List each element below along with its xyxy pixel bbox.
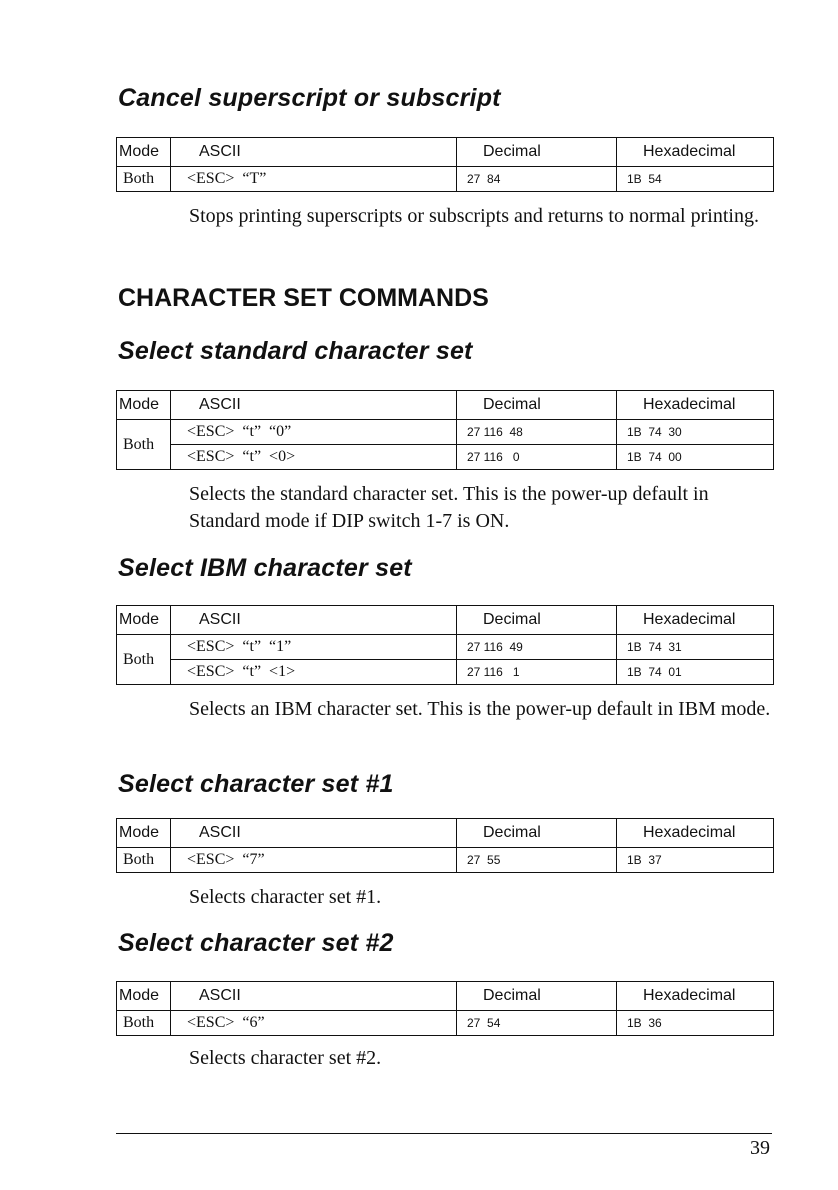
mode-cell: Both: [117, 420, 171, 470]
footer-rule: [116, 1133, 772, 1134]
header-hexadecimal: Hexadecimal: [617, 606, 774, 635]
mode-cell: Both: [117, 167, 171, 192]
header-hexadecimal: Hexadecimal: [617, 138, 774, 167]
header-ascii: ASCII: [171, 606, 457, 635]
table-row: [117, 635, 774, 660]
header-decimal: Decimal: [457, 606, 617, 635]
hex-cell: 1B 74 31: [617, 635, 774, 660]
mode-cell: Both: [117, 848, 171, 873]
decimal-cell: 27 116 0: [457, 445, 617, 470]
header-hexadecimal: Hexadecimal: [617, 391, 774, 420]
section-title: CHARACTER SET COMMANDS: [118, 284, 489, 312]
table-header-row: [117, 391, 774, 420]
command-description: Selects character set #2.: [189, 1047, 382, 1069]
table-row: [117, 445, 774, 470]
decimal-cell: 27 116 49: [457, 635, 617, 660]
ascii-cell: <ESC> “t” <0>: [171, 445, 457, 470]
table-header-row: [117, 982, 774, 1011]
command-table: [116, 137, 774, 192]
header-ascii: ASCII: [171, 982, 457, 1011]
page-number: 39: [750, 1137, 770, 1159]
command-title: Select character set #1: [118, 770, 394, 798]
command-description: Selects character set #1.: [189, 886, 382, 908]
header-mode: Mode: [117, 606, 171, 635]
header-hexadecimal: Hexadecimal: [617, 982, 774, 1011]
hex-cell: 1B 36: [617, 1011, 774, 1036]
command-table: [116, 818, 774, 873]
ascii-cell: <ESC> “7”: [171, 848, 457, 873]
hex-cell: 1B 54: [617, 167, 774, 192]
table-row: [117, 1011, 774, 1036]
header-ascii: ASCII: [171, 819, 457, 848]
header-hexadecimal: Hexadecimal: [617, 819, 774, 848]
header-ascii: ASCII: [171, 138, 457, 167]
header-mode: Mode: [117, 391, 171, 420]
header-mode: Mode: [117, 138, 171, 167]
decimal-cell: 27 116 48: [457, 420, 617, 445]
command-table: [116, 390, 774, 470]
table-header-row: [117, 819, 774, 848]
table-row: [117, 420, 774, 445]
command-title: Cancel superscript or subscript: [118, 84, 501, 112]
ascii-cell: <ESC> “t” “1”: [171, 635, 457, 660]
command-description: Selects an IBM character set. This is the power-up default in IBM mode.: [189, 698, 771, 720]
ascii-cell: <ESC> “t” “0”: [171, 420, 457, 445]
command-description: Selects the standard character set. This is the power-up default in Standard mode if DIP switch 1-7 is ON.: [189, 483, 709, 532]
header-decimal: Decimal: [457, 819, 617, 848]
header-decimal: Decimal: [457, 982, 617, 1011]
ascii-cell: <ESC> “t” <1>: [171, 660, 457, 685]
table-header-row: [117, 138, 774, 167]
header-decimal: Decimal: [457, 138, 617, 167]
ascii-cell: <ESC> “6”: [171, 1011, 457, 1036]
hex-cell: 1B 74 30: [617, 420, 774, 445]
hex-cell: 1B 74 01: [617, 660, 774, 685]
decimal-cell: 27 116 1: [457, 660, 617, 685]
hex-cell: 1B 37: [617, 848, 774, 873]
table-row: [117, 660, 774, 685]
header-ascii: ASCII: [171, 391, 457, 420]
ascii-cell: <ESC> “T”: [171, 167, 457, 192]
header-decimal: Decimal: [457, 391, 617, 420]
table-row: [117, 167, 774, 192]
header-mode: Mode: [117, 819, 171, 848]
command-table: [116, 981, 774, 1036]
command-title: Select character set #2: [118, 929, 394, 957]
table-header-row: [117, 606, 774, 635]
command-title: Select standard character set: [118, 337, 473, 365]
command-title: Select IBM character set: [118, 554, 412, 582]
mode-cell: Both: [117, 1011, 171, 1036]
decimal-cell: 27 55: [457, 848, 617, 873]
table-row: [117, 848, 774, 873]
hex-cell: 1B 74 00: [617, 445, 774, 470]
decimal-cell: 27 54: [457, 1011, 617, 1036]
command-table: [116, 605, 774, 685]
header-mode: Mode: [117, 982, 171, 1011]
decimal-cell: 27 84: [457, 167, 617, 192]
command-description: Stops printing superscripts or subscripts and returns to normal printing.: [189, 205, 759, 227]
mode-cell: Both: [117, 635, 171, 685]
